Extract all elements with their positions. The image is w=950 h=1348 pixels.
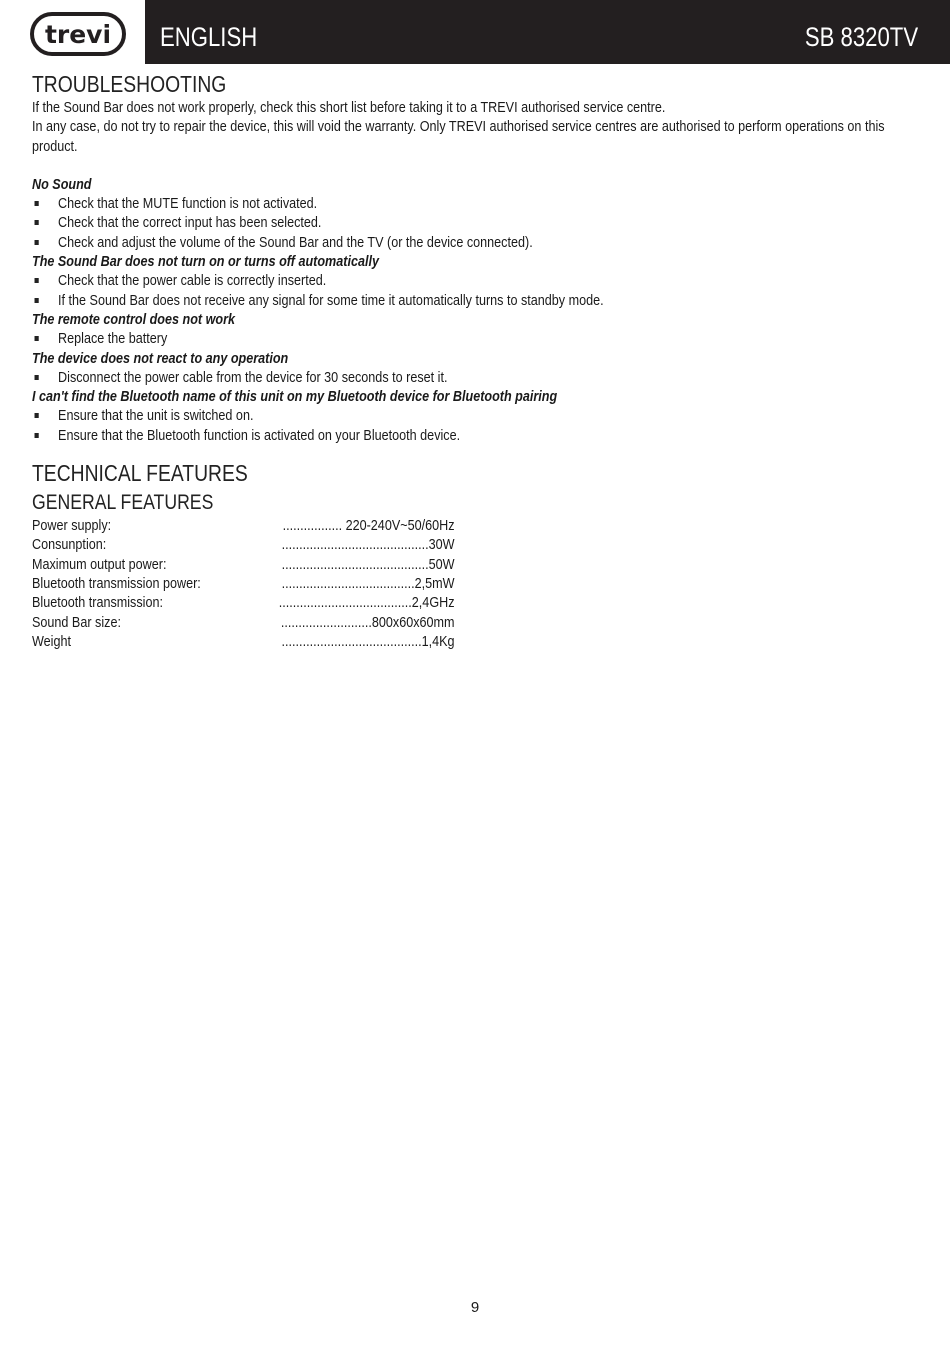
bullet-icon — [35, 375, 39, 380]
issue-heading: The Sound Bar does not turn on or turns off automatically — [32, 253, 379, 271]
spec-value: ................. 220-240V~50/60Hz — [282, 517, 455, 535]
list-item: Check that the power cable is correctly inserted. — [32, 271, 922, 290]
spec-label: Bluetooth transmission power: — [32, 574, 201, 592]
list-item: Check that the correct input has been selected. — [32, 213, 922, 232]
issue-heading: No Sound — [32, 175, 92, 193]
page-content — [32, 70, 922, 651]
spec-row — [32, 574, 922, 593]
bullet-icon — [35, 201, 39, 206]
bullet-icon — [35, 278, 39, 283]
spec-label: Maximum output power: — [32, 555, 167, 573]
spec-value: ..........................800x60x60mm — [280, 613, 455, 631]
spec-label: Bluetooth transmission: — [32, 594, 163, 612]
bullet-icon — [35, 413, 39, 418]
list-item: Ensure that the unit is switched on. — [32, 406, 922, 425]
list-item: Check and adjust the volume of the Sound Bar and the TV (or the device connected). — [32, 233, 922, 252]
language-label: ENGLISH — [160, 22, 258, 52]
spec-label: Sound Bar size: — [32, 613, 121, 631]
intro-paragraph-1: If the Sound Bar does not work properly, check this short list before taking it to a TREVI authorised service centre. — [32, 99, 666, 116]
bullet-icon — [35, 240, 39, 245]
spec-label: Consunption: — [32, 536, 107, 554]
trevi-logo-icon — [30, 12, 126, 56]
page-header — [0, 0, 950, 64]
spec-row — [32, 555, 922, 574]
spec-row — [32, 535, 922, 554]
spec-row — [32, 632, 922, 651]
bullet-icon — [35, 433, 39, 438]
spec-label: Power supply: — [32, 517, 112, 535]
spec-value: ........................................1,4Kg — [281, 632, 455, 650]
list-item: Ensure that the Bluetooth function is activated on your Bluetooth device. — [32, 426, 922, 445]
intro-paragraph-2: In any case, do not try to repair the device, this will void the warranty. Only TREVI authorised service centres are authorised to perform operations on this product. — [32, 118, 885, 155]
issue-power — [32, 252, 922, 310]
list-item: Replace the battery — [32, 329, 922, 348]
issue-bluetooth — [32, 387, 922, 445]
issue-heading: The remote control does not work — [32, 310, 236, 328]
spec-value: ......................................2,5mW — [281, 574, 455, 592]
spec-row — [32, 593, 922, 612]
list-item: Check that the MUTE function is not activated. — [32, 194, 922, 213]
issue-no-sound — [32, 175, 922, 252]
bullet-icon — [35, 220, 39, 225]
header-bar — [145, 0, 950, 64]
issue-heading: The device does not react to any operation — [32, 349, 289, 367]
page-number: 9 — [470, 1299, 480, 1316]
spec-label: Weight — [32, 632, 71, 650]
technical-title: TECHNICAL FEATURES — [32, 460, 248, 487]
bullet-icon — [35, 298, 39, 303]
issue-no-reaction — [32, 349, 922, 388]
brand-logo — [0, 0, 145, 64]
troubleshooting-title: TROUBLESHOOTING — [32, 71, 227, 97]
spec-row — [32, 516, 922, 535]
spec-value: ..........................................50W — [281, 555, 455, 573]
model-name: SB 8320TV — [804, 22, 918, 52]
general-features-title: GENERAL FEATURES — [32, 491, 214, 515]
issue-heading: I can't find the Bluetooth name of this unit on my Bluetooth device for Bluetooth pairing — [32, 388, 558, 406]
issue-remote — [32, 310, 922, 349]
list-item: Disconnect the power cable from the device for 30 seconds to reset it. — [32, 368, 922, 387]
spec-table — [32, 516, 922, 651]
spec-value: ......................................2,4GHz — [278, 594, 455, 612]
spec-row — [32, 613, 922, 632]
list-item: If the Sound Bar does not receive any signal for some time it automatically turns to standby mode. — [32, 291, 922, 310]
svg-text:trevi: trevi — [44, 20, 112, 49]
spec-value: ..........................................30W — [281, 536, 455, 554]
bullet-icon — [35, 336, 39, 341]
